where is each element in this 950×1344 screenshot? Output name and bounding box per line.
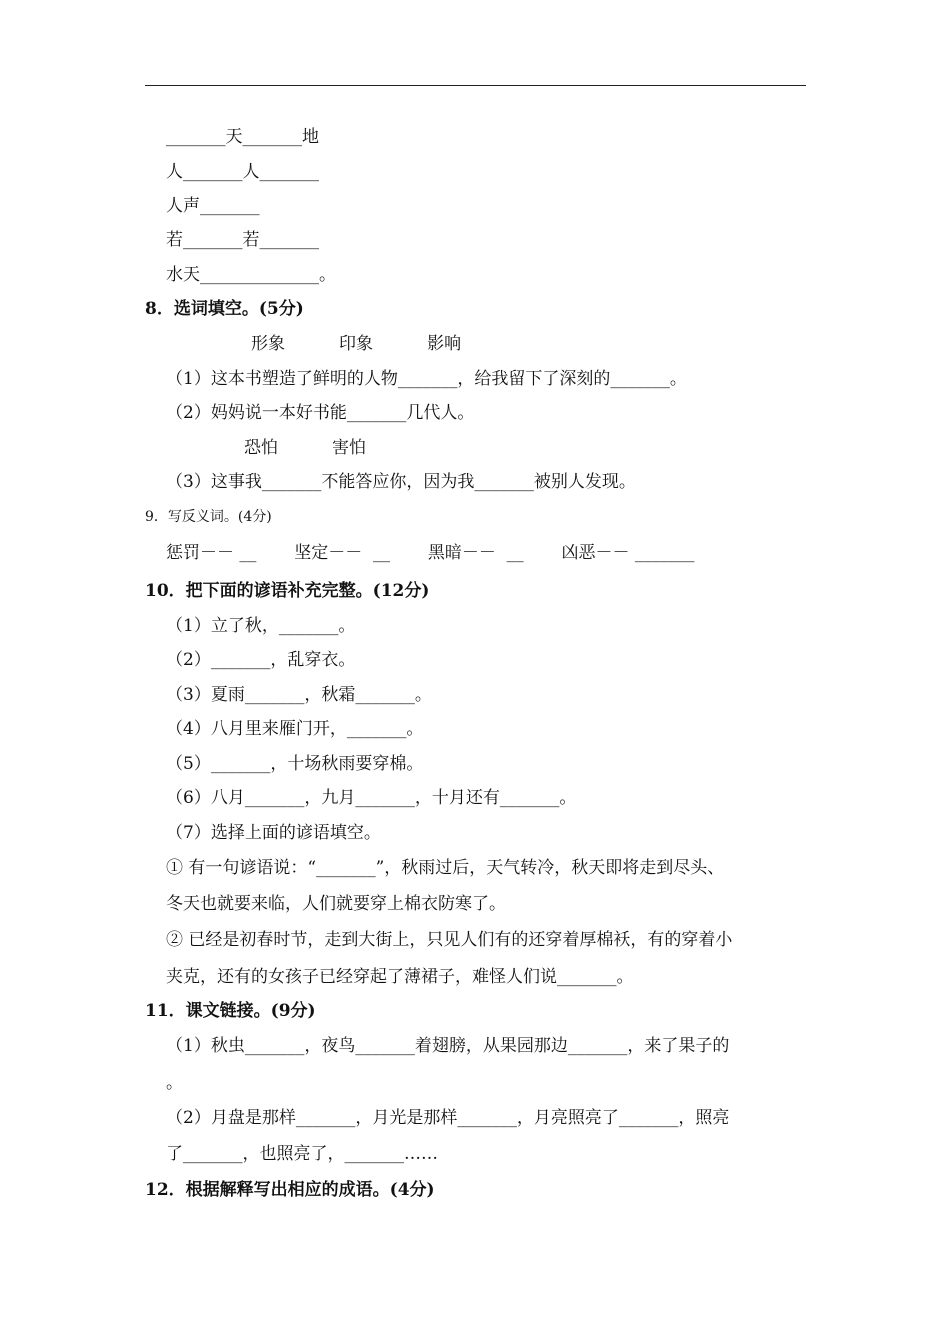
question-9-heading: 9．写反义词。(4分) <box>145 509 272 525</box>
idiom-fill-line-5: 水天______________。 <box>166 265 336 285</box>
proverb-sub-1-line-2: 冬天也就要来临，人们就要穿上棉衣防寒了。 <box>166 894 506 914</box>
q8-item-1: （1）这本书塑造了鲜明的人物_______，给我留下了深刻的_______。 <box>166 369 687 389</box>
antonym-row: 惩罚－－ __ 坚定－－ __ 黑暗－－ __ 凶恶－－ _______ <box>166 543 695 563</box>
header-rule <box>145 85 806 86</box>
question-12-heading: 12．根据解释写出相应的成语。(4分) <box>145 1180 435 1200</box>
proverb-item-3: （3）夏雨_______，秋霜_______。 <box>166 685 432 705</box>
q8-item-3: （3）这事我_______不能答应你，因为我_______被别人发现。 <box>166 472 636 492</box>
proverb-item-1: （1）立了秋，_______。 <box>166 616 356 636</box>
proverb-item-6: （6）八月_______，九月_______，十月还有_______。 <box>166 788 577 808</box>
q11-item-1-line-2: 。 <box>166 1073 183 1093</box>
idiom-fill-line-1: _______天_______地 <box>166 127 319 147</box>
proverb-item-2: （2）_______，乱穿衣。 <box>166 650 356 670</box>
question-10-heading: 10．把下面的谚语补充完整。(12分) <box>145 581 430 601</box>
proverb-sub-2-line-1: ② 已经是初春时节，走到大街上，只见人们有的还穿着厚棉袄，有的穿着小 <box>166 930 733 950</box>
question-11-heading: 11．课文链接。(9分) <box>145 1001 316 1021</box>
idiom-fill-line-4: 若_______若_______ <box>166 230 319 250</box>
question-8-heading: 8．选词填空。(5分) <box>145 299 304 319</box>
proverb-item-7: （7）选择上面的谚语填空。 <box>166 823 381 843</box>
q11-item-2-line-1: （2）月盘是那样_______，月光是那样_______，月亮照亮了_______，照亮 <box>166 1108 730 1128</box>
proverb-sub-1-line-1: ① 有一句谚语说：“_______”，秋雨过后，天气转冷，秋天即将走到尽头、 <box>166 858 725 878</box>
word-choices-2: 恐怕 害怕 <box>244 438 367 458</box>
proverb-sub-2-line-2: 夹克，还有的女孩子已经穿起了薄裙子，难怪人们说_______。 <box>166 967 634 987</box>
q11-item-1-line-1: （1）秋虫_______，夜鸟_______着翅膀，从果园那边_______，来了果子的 <box>166 1036 730 1056</box>
idiom-fill-line-2: 人_______人_______ <box>166 162 319 182</box>
proverb-item-5: （5）_______，十场秋雨要穿棉。 <box>166 754 424 774</box>
q11-item-2-line-2: 了_______，也照亮了，_______…… <box>166 1144 438 1164</box>
q8-item-2: （2）妈妈说一本好书能_______几代人。 <box>166 403 475 423</box>
idiom-fill-line-3: 人声_______ <box>166 196 260 216</box>
word-choices-1: 形象 印象 影响 <box>251 334 462 354</box>
proverb-item-4: （4）八月里来雁门开，_______。 <box>166 719 424 739</box>
